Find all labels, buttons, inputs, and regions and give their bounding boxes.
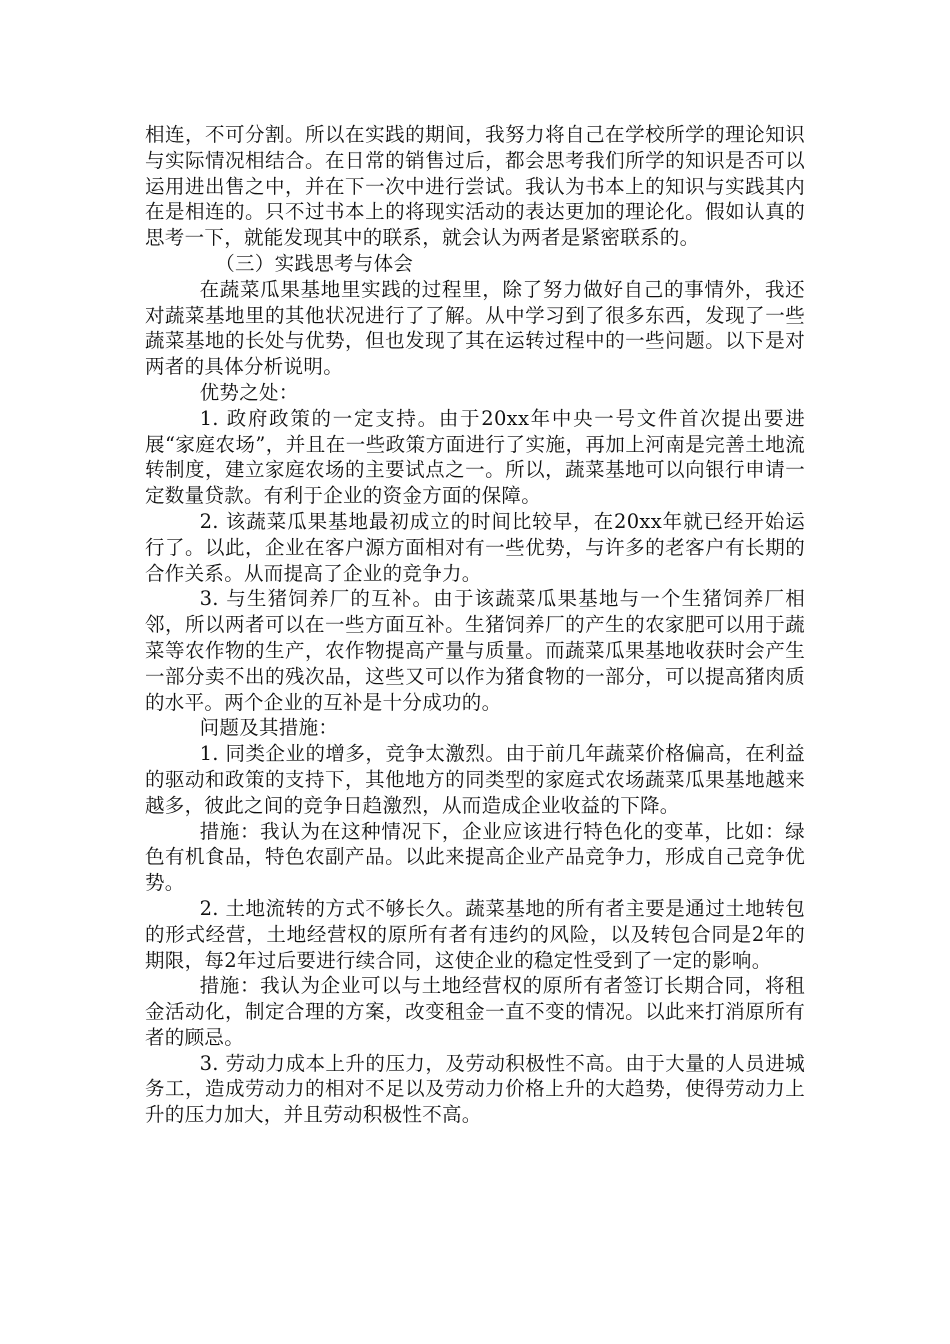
- section-heading: （三）实践思考与体会: [215, 251, 414, 275]
- paragraph-intro: 在蔬菜瓜果基地里实践的过程里，除了努力做好自己的事情外，我还对蔬菜基地里的其他状况进行了了解。从中学习到了很多东西，发现了一些蔬菜基地的长处与优势，但也发现了其在运转过程中的一些问题。以下是对两者的具体分析说明。: [145, 277, 805, 379]
- problem-item-2: 2. 土地流转的方式不够长久。蔬菜基地的所有者主要是通过土地转包的形式经营，土地经营权的原所有者有违约的风险，以及转包合同是2年的期限，每2年过后要进行续合同，这使企业的稳定性受到了一定的影响。: [145, 896, 805, 972]
- advantage-item-2: 2. 该蔬菜瓜果基地最初成立的时间比较早，在20xx年就已经开始运行了。以此，企业在客户源方面相对有一些优势，与许多的老客户有长期的合作关系。从而提高了企业的竞争力。: [145, 509, 805, 585]
- subheading-problems: 问题及其措施：: [199, 716, 339, 740]
- measure-item-1: 措施：我认为在这种情况下，企业应该进行特色化的变革，比如：绿色有机食品，特色农副产品。以此来提高企业产品竞争力，形成自己竞争优势。: [145, 819, 805, 895]
- paragraph-continuation: 相连，不可分割。所以在实践的期间，我努力将自己在学校所学的理论知识与实际情况相结合。在日常的销售过后，都会思考我们所学的知识是否可以运用进出售之中，并在下一次中进行尝试。我认为书本上的知识与实践其内在是相连的。只不过书本上的将现实活动的表达更加的理论化。假如认真的思考一下，就能发现其中的联系，就会认为两者是紧密联系的。: [145, 123, 805, 250]
- problem-item-3: 3. 劳动力成本上升的压力，及劳动积极性不高。由于大量的人员进城务工，造成劳动力的相对不足以及劳动力价格上升的大趋势，使得劳动力上升的压力加大，并且劳动积极性不高。: [145, 1051, 805, 1127]
- advantage-item-3: 3. 与生猪饲养厂的互补。由于该蔬菜瓜果基地与一个生猪饲养厂相邻，所以两者可以在一些方面互补。生猪饲养厂的产生的农家肥可以用于蔬菜等农作物的生产，农作物提高产量与质量。而蔬菜瓜果基地收获时会产生一部分卖不出的残次品，这些又可以作为猪食物的一部分，可以提高猪肉质的水平。两个企业的互补是十分成功的。: [145, 587, 805, 714]
- document-body: [145, 122, 805, 1128]
- problem-item-1: 1. 同类企业的增多，竞争太激烈。由于前几年蔬菜价格偏高，在利益的驱动和政策的支持下，其他地方的同类型的家庭式农场蔬菜瓜果基地越来越多，彼此之间的竞争日趋激烈，从而造成企业收益的下降。: [145, 742, 805, 817]
- advantage-item-1: 1. 政府政策的一定支持。由于20xx年中央一号文件首次提出要进展“家庭农场”，并且在一些政策方面进行了实施，再加上河南是完善土地流转制度，建立家庭农场的主要试点之一。所以，蔬菜基地可以向银行申请一定数量贷款。有利于企业的资金方面的保障。: [145, 406, 805, 508]
- subheading-advantages: 优势之处：: [199, 380, 299, 404]
- measure-item-2: 措施：我认为企业可以与土地经营权的原所有者签订长期合同，将租金活动化，制定合理的方案，改变租金一直不变的情况。以此来打消原所有者的顾忌。: [145, 974, 805, 1049]
